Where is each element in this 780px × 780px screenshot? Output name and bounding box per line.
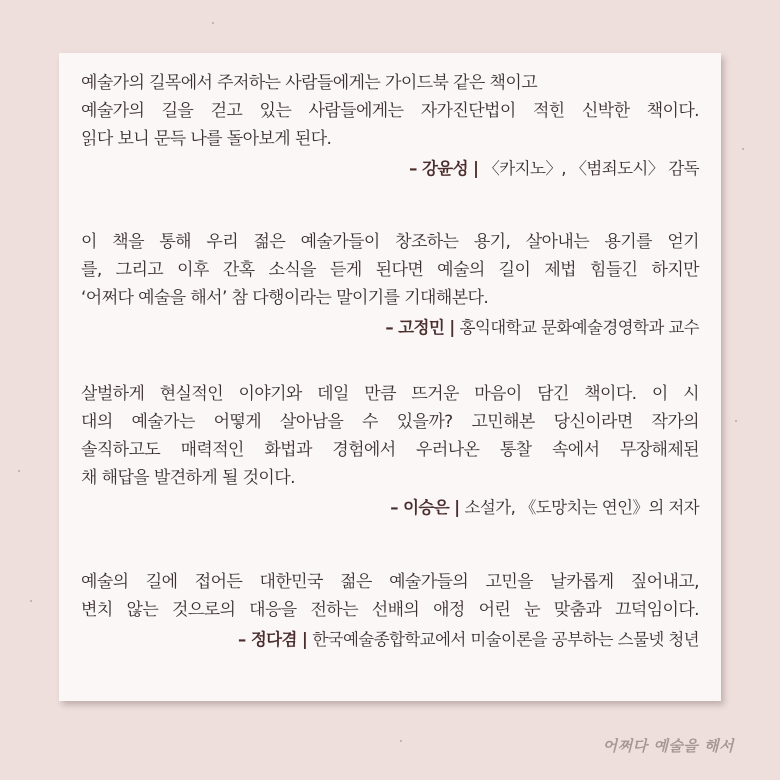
quote-line: 읽다 보니 문득 나를 돌아보게 된다. <box>81 129 332 149</box>
quote-line: 대의 예술가는 어떻게 살아남을 수 있을까? 고민해본 당신이라면 작가의 <box>81 412 699 432</box>
quote-line: 살벌하게 현실적인 이야기와 데일 만큼 뜨거운 마음이 담긴 책이다. 이 시 <box>81 384 699 404</box>
quote-line: 채 해답을 발견하게 될 것이다. <box>81 468 295 488</box>
author-role: 소설가, 《도망치는 연인》의 저자 <box>464 498 699 517</box>
attribution-separator: | <box>449 318 455 337</box>
quote-attribution <box>81 626 699 654</box>
quote-attribution <box>81 155 699 183</box>
background-speck <box>742 148 744 150</box>
author-name: – 강윤성 <box>409 159 468 178</box>
quote-line: 예술의 길에 접어든 대한민국 젊은 예술가들의 고민을 날카롭게 짚어내고, <box>81 572 699 592</box>
attribution-separator: | <box>301 630 308 649</box>
background-speck <box>735 420 737 422</box>
quote-block <box>81 228 699 342</box>
quote-line: 솔직하고도 매력적인 화법과 경험에서 우러나온 통찰 속에서 무장해제된 <box>81 440 699 460</box>
quote-block <box>81 380 699 522</box>
quote-attribution <box>81 314 699 342</box>
quote-line: 예술가의 길목에서 주저하는 사람들에게는 가이드북 같은 책이고 <box>81 73 538 93</box>
book-title: 어쩌다 예술을 해서 <box>602 737 734 755</box>
author-role: 〈카지노〉, 〈범죄도시〉 감독 <box>483 159 699 178</box>
author-role: 한국예술종합학교에서 미술이론을 공부하는 스물넷 청년 <box>312 630 699 649</box>
author-name: – 정다겸 <box>238 630 297 649</box>
quote-line: 를, 그리고 이후 간혹 소식을 듣게 된다면 예술의 길이 제법 힘들긴 하지만 <box>81 260 699 280</box>
author-name: – 고정민 <box>385 318 445 337</box>
quote-line: ‘어쩌다 예술을 해서’ 참 다행이라는 말이기를 기대해본다. <box>81 288 489 308</box>
quote-card <box>59 53 721 701</box>
background-speck <box>400 740 402 742</box>
attribution-separator: | <box>454 498 460 517</box>
quote-line: 예술가의 길을 걷고 있는 사람들에게는 자가진단법이 적힌 신박한 책이다. <box>81 101 699 121</box>
background-speck <box>30 600 32 602</box>
quote-block <box>81 568 699 654</box>
quote-block <box>81 69 699 183</box>
background-speck <box>212 22 214 24</box>
quote-line: 이 책을 통해 우리 젊은 예술가들이 창조하는 용기, 살아내는 용기를 얻기 <box>81 232 699 252</box>
quote-attribution <box>81 494 699 522</box>
author-name: – 이승은 <box>390 498 450 517</box>
author-role: 홍익대학교 문화예술경영학과 교수 <box>459 318 699 337</box>
attribution-separator: | <box>472 159 479 178</box>
quote-line: 변치 않는 것으로의 대응을 전하는 선배의 애정 어린 눈 맞춤과 끄덕임이다. <box>81 600 699 620</box>
background-speck <box>18 470 20 472</box>
